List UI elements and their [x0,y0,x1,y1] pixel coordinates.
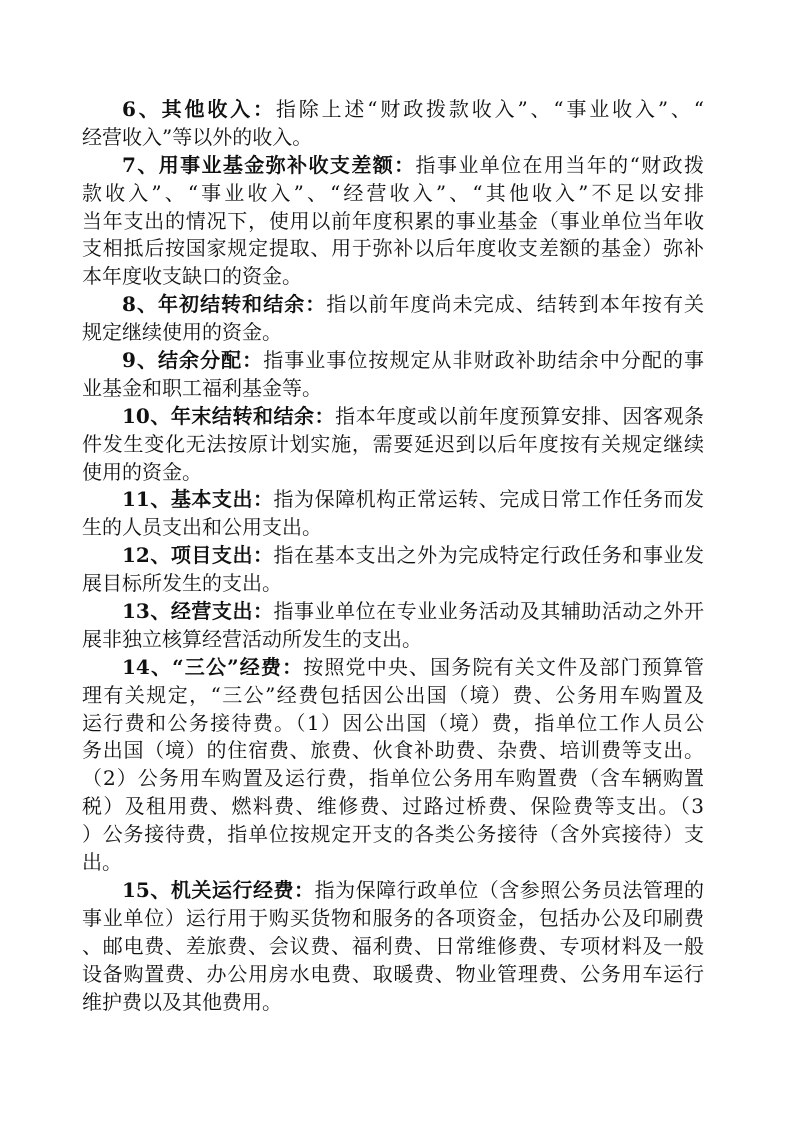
text-line [82,682,704,710]
line-text: 出。 [82,850,122,875]
line-text: 指事业单位在用当年的“财政拨 [415,152,704,177]
text-line [82,849,704,877]
line-text: 指在基本支出之外为完成特定行政任务和事业发 [273,543,704,568]
text-line [82,347,704,375]
text-line [82,208,704,236]
text-line [82,793,704,821]
line-text: 务出国（境）的住宿费、旅费、伙食补助费、杂费、培训费等支出。 [82,738,704,763]
definition-paragraph [82,347,704,403]
text-line [82,319,704,347]
text-line [82,654,704,682]
line-text: 事业单位）运行用于购买货物和服务的各项资金，包括办公及印刷费 [82,905,704,930]
text-line [82,514,704,542]
line-text: 业基金和职工福利基金等。 [82,375,322,400]
line-text: 生的人员支出和公用支出。 [82,515,322,540]
line-text: 经营收入”等以外的收入。 [82,124,313,149]
line-text: 指本年度或以前年度预算安排、因客观条 [335,403,704,428]
line-text: 展非独立核算经营活动所发生的支出。 [82,626,422,651]
text-line [82,961,704,989]
text-line [82,96,704,124]
text-line [82,459,704,487]
text-line [82,291,704,319]
term-heading: 11、基本支出： [122,487,274,512]
line-text: 指为保障行政单位（含参照公务员法管理的 [314,877,704,902]
text-line [82,235,704,263]
term-heading: 9、结余分配： [122,348,264,373]
text-line [82,598,704,626]
line-text: 指事业事位按规定从非财政补助结余中分配的事 [263,348,704,373]
text-line [82,542,704,570]
line-text: 指事业单位在专业业务活动及其辅助活动之外开 [273,599,704,624]
text-line [82,933,704,961]
line-text: 规定继续使用的资金。 [82,320,282,345]
line-text: 展目标所发生的支出。 [82,571,282,596]
text-line [82,765,704,793]
term-heading: 10、年末结转和结余： [122,403,336,428]
text-line [82,403,704,431]
line-text: 指除上述“财政拨款收入”、“事业收入”、“ [275,97,704,121]
term-heading: 13、经营支出： [122,599,274,624]
line-text: 指以前年度尚未完成、结转到本年按有关 [326,292,704,317]
line-text: 、邮电费、差旅费、会议费、福利费、日常维修费、专项材料及一般 [82,933,704,958]
text-line [82,570,704,598]
line-text: 当年支出的情况下，使用以前年度积累的事业基金（事业单位当年收 [82,208,704,233]
text-line [82,486,704,514]
definition-paragraph [82,542,704,598]
term-heading: 6、其他收入： [122,97,276,121]
definition-paragraph [82,486,704,542]
text-line [82,375,704,403]
text-line [82,180,704,208]
text-line [82,431,704,459]
definition-paragraph [82,598,704,654]
definition-paragraph [82,152,704,291]
line-text: 按照党中央、国务院有关文件及部门预算管 [303,654,704,679]
line-text: 款收入”、“事业收入”、“经营收入”、“其他收入”不足以安排 [82,180,704,205]
line-text: （2）公务用车购置及运行费，指单位公务用车购置费（含车辆购置 [82,766,704,791]
text-line [82,905,704,933]
document-page [82,96,704,1016]
line-text: 维护费以及其他费用。 [82,989,282,1014]
term-heading: 14、“三公”经费： [122,654,304,679]
text-line [82,710,704,738]
text-line [82,263,704,291]
line-text: 支相抵后按国家规定提取、用于弥补以后年度收支差额的基金）弥补 [82,236,704,261]
definition-paragraph [82,96,704,152]
text-line [82,626,704,654]
text-line [82,737,704,765]
line-text: 理有关规定，“三公”经费包括因公出国（境）费、公务用车购置及 [82,682,704,707]
definition-paragraph [82,403,704,487]
definition-paragraph [82,877,704,1016]
text-line [82,152,704,180]
line-text: 运行费和公务接待费。（1）因公出国（境）费，指单位工作人员公 [82,710,704,735]
text-line [82,877,704,905]
term-heading: 12、项目支出： [122,543,274,568]
line-text: 件发生变化无法按原计划实施，需要延迟到以后年度按有关规定继续 [82,431,704,456]
text-line [82,821,704,849]
line-text: 本年度收支缺口的资金。 [82,264,302,289]
definition-paragraph [82,291,704,347]
term-heading: 8、年初结转和结余： [122,292,327,317]
term-heading: 7、用事业基金弥补收支差额： [122,152,416,177]
text-line [82,989,704,1017]
definition-paragraph [82,654,704,877]
line-text: 使用的资金。 [82,459,202,484]
line-text: 设备购置费、办公用房水电费、取暖费、物业管理费、公务用车运行 [82,961,704,986]
text-line [82,124,704,152]
line-text: ）公务接待费，指单位按规定开支的各类公务接待（含外宾接待）支 [82,822,704,847]
line-text: 税）及租用费、燃料费、维修费、过路过桥费、保险费等支出。（3 [82,794,704,819]
term-heading: 15、机关运行经费： [122,877,315,902]
line-text: 指为保障机构正常运转、完成日常工作任务而发 [273,487,704,512]
